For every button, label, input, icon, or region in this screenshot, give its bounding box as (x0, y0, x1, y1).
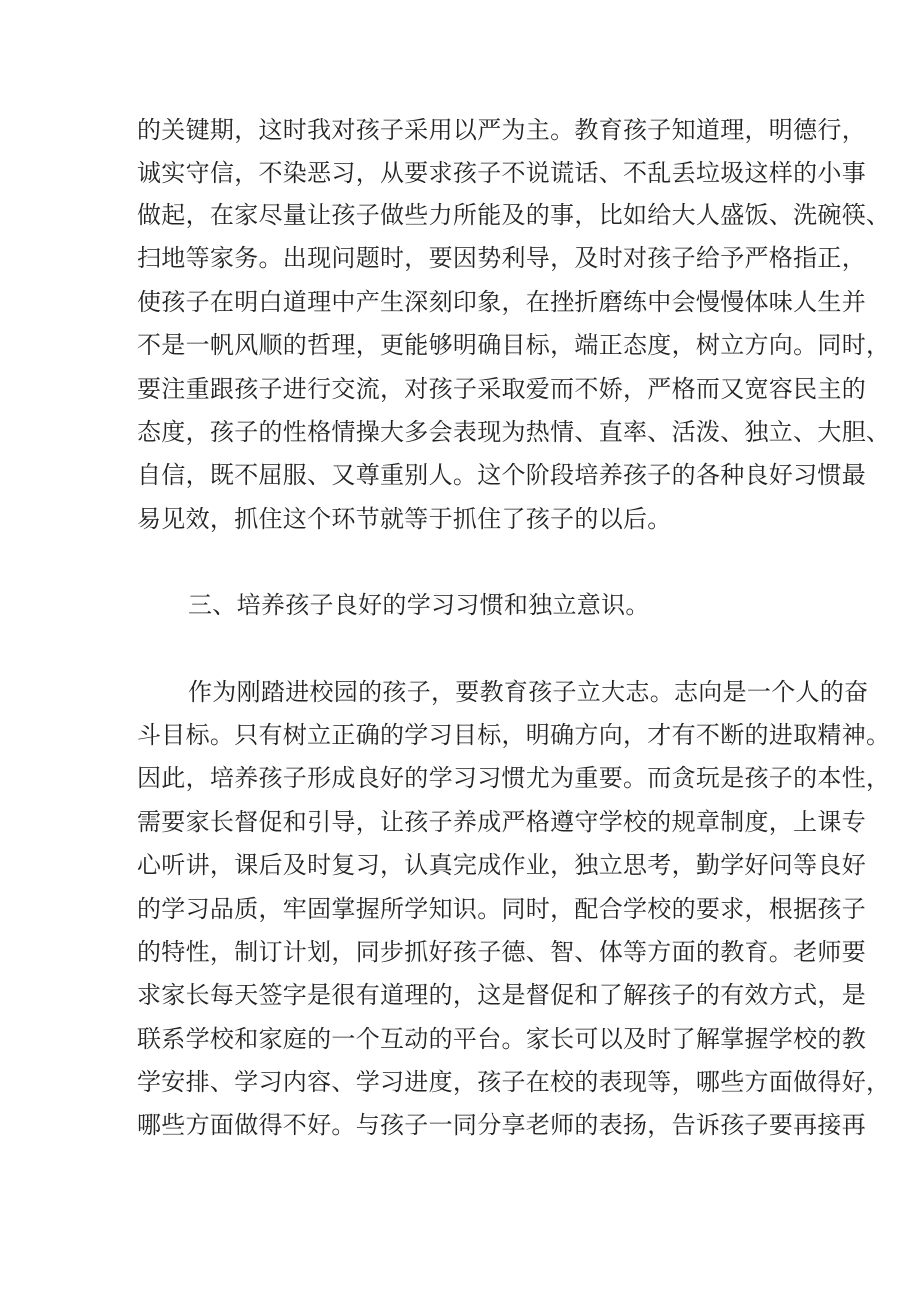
paragraph-1-line: 要注重跟孩子进行交流，对孩子采取爱而不娇，严格而又宽容民主的 (137, 375, 866, 403)
paragraph-1-line: 态度，孩子的性格情操大多会表现为热情、直率、活泼、独立、大胆、 (137, 418, 891, 446)
paragraph-1-line: 扫地等家务。出现问题时，要因势利导，及时对孩子给予严格指正， (137, 244, 866, 272)
paragraph-2-line: 的特性，制订计划，同步抓好孩子德、智、体等方面的教育。老师要 (137, 938, 866, 966)
paragraph-2-line: 斗目标。只有树立正确的学习目标，明确方向，才有不断的进取精神。 (137, 721, 891, 749)
paragraph-1-line: 不是一帆风顺的哲理，更能够明确目标，端正态度，树立方向。同时， (137, 331, 891, 359)
paragraph-2-line: 需要家长督促和引导，让孩子养成严格遵守学校的规章制度，上课专 (137, 808, 866, 836)
paragraph-2-line: 心听讲，课后及时复习，认真完成作业，独立思考，勤学好问等良好 (137, 851, 866, 879)
paragraph-1-line: 自信，既不屈服、又尊重别人。这个阶段培养孩子的各种良好习惯最 (137, 461, 866, 489)
paragraph-2-line: 联系学校和家庭的一个互动的平台。家长可以及时了解掌握学校的教 (137, 1025, 866, 1053)
paragraph-1-line: 诚实守信，不染恶习，从要求孩子不说谎话、不乱丢垃圾这样的小事 (137, 159, 866, 187)
paragraph-2-line: 的学习品质，牢固掌握所学知识。同时，配合学校的要求，根据孩子 (137, 895, 866, 923)
paragraph-1-line: 的关键期，这时我对孩子采用以严为主。教育孩子知道理，明德行， (137, 116, 866, 144)
paragraph-2-line: 学安排、学习内容、学习进度，孩子在校的表现等，哪些方面做得好， (137, 1068, 891, 1096)
paragraph-2-line: 求家长每天签字是很有道理的，这是督促和了解孩子的有效方式，是 (137, 981, 866, 1009)
section-heading: 三、培养孩子良好的学习习惯和独立意识。 (188, 591, 650, 619)
paragraph-1-line: 易见效，抓住这个环节就等于抓住了孩子的以后。 (137, 505, 672, 533)
paragraph-2-line: 因此，培养孩子形成良好的学习习惯尤为重要。而贪玩是孩子的本性， (137, 764, 891, 792)
paragraph-1-line: 使孩子在明白道理中产生深刻印象，在挫折磨练中会慢慢体味人生并 (137, 288, 866, 316)
paragraph-1-line: 做起，在家尽量让孩子做些力所能及的事，比如给大人盛饭、洗碗筷、 (137, 201, 891, 229)
paragraph-2-line: 作为刚踏进校园的孩子，要教育孩子立大志。志向是一个人的奋 (188, 678, 869, 706)
paragraph-2-line: 哪些方面做得不好。与孩子一同分享老师的表扬，告诉孩子要再接再 (137, 1111, 866, 1139)
